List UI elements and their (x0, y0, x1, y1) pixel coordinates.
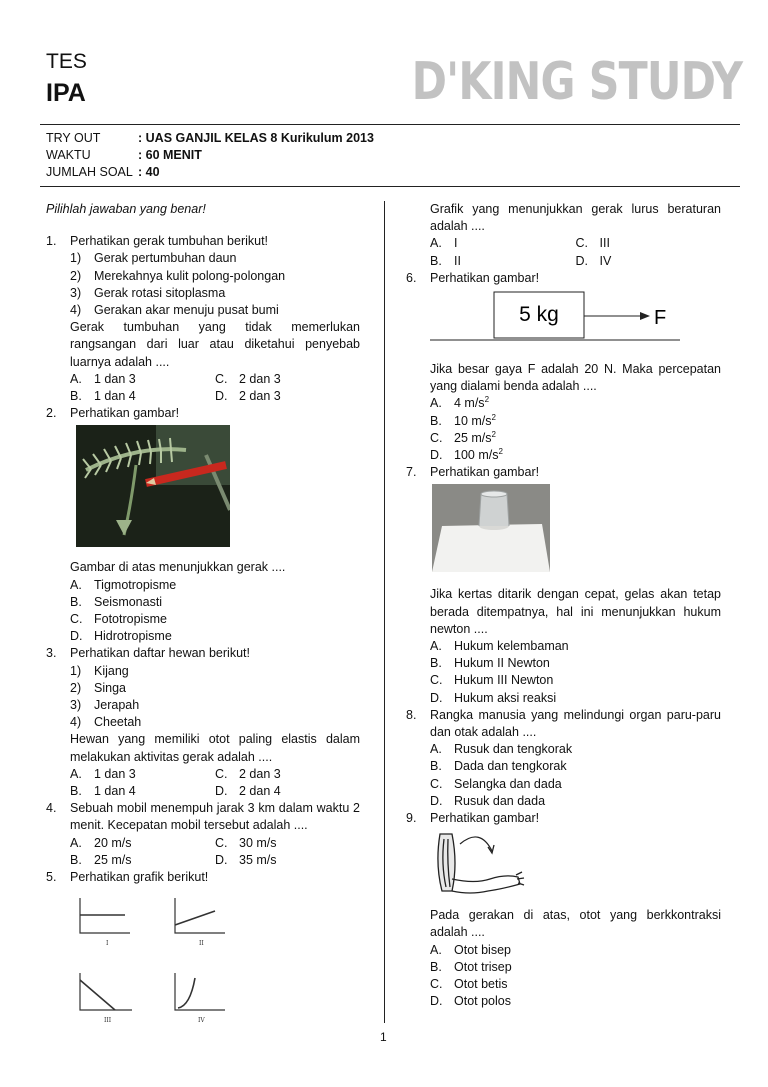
option-d: 35 m/s (239, 852, 277, 867)
option-a: 4 m/s (454, 396, 485, 411)
question-7: 7. Perhatikan gambar! Jika kertas ditarik dengan cepat, gelas akan tetap berada ditempatnya, hal ini menunjukkan hukum newton .... A. Hukum kelembaman B. Hukum II Newton C. Hukum III Newton D. Hukum aksi reaksi (406, 465, 721, 705)
force-diagram (430, 291, 690, 351)
option-d: Otot polos (454, 994, 511, 1009)
question-5 (46, 869, 360, 1028)
question-number: 6. (406, 270, 417, 285)
brand-logo: D'KING STUDY (411, 52, 742, 112)
list-item: Singa (94, 680, 126, 695)
question-number: 9. (406, 811, 417, 826)
question-stem: Perhatikan grafik berikut! (70, 870, 209, 885)
option-c: Hukum III Newton (454, 673, 554, 688)
arm-muscle-image (430, 829, 526, 899)
option-c: Otot betis (454, 977, 508, 992)
list-item: Gerak pertumbuhan daun (94, 251, 237, 266)
list-item: Jerapah (94, 698, 140, 713)
meta-key: WAKTU (46, 148, 91, 162)
question-text: Jika kertas ditarik dengan cepat, gelas akan tetap berada ditempatnya, hal ini menunjukkan hukum newton .... (430, 587, 721, 636)
option-b: 10 m/s (454, 413, 492, 428)
left-column (46, 201, 360, 1028)
question-number: 2. (46, 406, 57, 421)
option-d: 2 dan 4 (239, 784, 281, 799)
option-d: Rusuk dan dada (454, 793, 546, 808)
options: A. 1 dan 3 C. 2 dan 3 B. 1 dan 4 D. 2 dan 3 (70, 371, 281, 404)
mass-label: 5 kg (519, 303, 559, 327)
question-text: Hewan yang memiliki otot paling elastis dalam melakukan aktivitas gerak adalah .... (70, 732, 360, 764)
option-a: Rusuk dan tengkorak (454, 742, 573, 757)
option-a: Otot bisep (454, 942, 511, 957)
column-divider (384, 201, 385, 1023)
glass-on-paper-image (432, 484, 550, 572)
question-text: Gambar di atas menunjukkan gerak .... (70, 560, 286, 575)
option-b: 1 dan 4 (94, 784, 136, 799)
option-b: 1 dan 4 (94, 389, 136, 404)
page-number: 1 (380, 1030, 387, 1044)
option-d: Hidrotropisme (94, 629, 172, 644)
option-c: Selangka dan dada (454, 776, 562, 791)
question-stem: Rangka manusia yang melindungi organ paru-paru dan otak adalah .... (430, 707, 721, 740)
question-text: Pada gerakan di atas, otot yang berkkontraksi adalah .... (430, 908, 721, 940)
options: A. 20 m/s C. 30 m/s B. 25 m/s D. 35 m/s (70, 835, 277, 867)
list-item: Gerak rotasi sitoplasma (94, 285, 226, 300)
graph-label-iv: IV (198, 1017, 205, 1025)
question-stem: Perhatikan daftar hewan berikut! (70, 646, 250, 661)
question-text: Grafik yang menunjukkan gerak lurus beraturan adalah .... (430, 202, 721, 234)
question-9: 9. Perhatikan gambar! Pada gerakan di atas, otot yang berkkontraksi adalah .... A. Otot bisep B. Otot trisep C. Otot betis D. Otot polos (406, 811, 721, 1009)
instruction: Pilihlah jawaban yang benar! (46, 202, 206, 216)
meta-value: : 40 (138, 165, 160, 179)
question-number: 4. (46, 801, 57, 816)
option-d: 100 m/s (454, 448, 499, 463)
question-8: 8. Rangka manusia yang melindungi organ paru-paru dan otak adalah .... A. Rusuk dan tengkorak B. Dada dan tengkorak C. Selangka dan dada D. Rusuk dan dada (406, 707, 721, 808)
option-c: 2 dan 3 (239, 766, 281, 781)
question-number: 3. (46, 646, 57, 661)
question-text: Gerak tumbuhan yang tidak memerlukan rangsangan dari luar atau diketahui penyebab luarnya adalah .... (70, 320, 360, 369)
option-b: Seismonasti (94, 594, 163, 609)
force-label: F (654, 307, 667, 330)
motion-graphs (70, 888, 270, 1028)
subject-title: IPA (46, 79, 86, 107)
question-stem: Perhatikan gambar! (430, 270, 540, 285)
meta-row (46, 164, 374, 181)
option-c: 2 dan 3 (239, 371, 281, 386)
options: A. 1 dan 3 C. 2 dan 3 B. 1 dan 4 D. 2 dan 4 (70, 766, 281, 799)
meta-value: : 60 MENIT (138, 148, 202, 162)
option-a: 1 dan 3 (94, 766, 136, 781)
question-stem: Perhatikan gerak tumbuhan berikut! (70, 234, 269, 249)
header-rule-bottom (40, 186, 740, 187)
graph-label-iii: III (104, 1017, 112, 1025)
question-3: 3. Perhatikan daftar hewan berikut! 1) Kijang 2) Singa 3) Jerapah 4) Cheetah Hewan yang memiliki otot paling elastis dalam melakukan aktivitas gerak adalah .... A. 1 dan 3 C. 2 dan 3 B. 1 dan 4 D. 2 dan 4 (46, 645, 360, 800)
meta-row (46, 147, 374, 164)
meta-row (46, 130, 374, 147)
meta-key: JUMLAH SOAL (46, 165, 133, 179)
meta-key: TRY OUT (46, 131, 101, 145)
question-5-continued (406, 201, 721, 270)
question-stem: Perhatikan gambar! (70, 406, 180, 421)
option-b: 25 m/s (94, 852, 132, 867)
question-4 (46, 800, 360, 869)
question-text: Jika besar gaya F adalah 20 N. Maka percepatan yang dialami benda adalah .... (430, 362, 721, 394)
option-b: II (454, 253, 461, 268)
option-a: Hukum kelembaman (454, 639, 569, 654)
question-number: 8. (406, 707, 417, 722)
graph-label-i: I (106, 940, 109, 948)
mimosa-plant-image (76, 425, 230, 547)
option-d: IV (599, 253, 612, 268)
list-item: Cheetah (94, 715, 142, 730)
list-item: Gerakan akar menuju pusat bumi (94, 303, 279, 318)
question-stem: Perhatikan gambar! (430, 811, 540, 826)
header-rule-top (40, 124, 740, 125)
test-label: TES (46, 50, 87, 73)
question-number: 5. (46, 870, 57, 885)
question-stem: Perhatikan gambar! (430, 465, 540, 480)
option-c: III (599, 236, 610, 251)
option-a: 20 m/s (94, 835, 132, 850)
question-number: 1. (46, 234, 57, 249)
option-a: I (454, 236, 458, 251)
option-c: Fototropisme (94, 612, 167, 627)
option-b: Dada dan tengkorak (454, 759, 567, 774)
question-2: 2. Perhatikan gambar! Gambar di atas menunjukkan gerak .... A. Tigmotropisme B. Seismonasti C. Fototropisme D. Hidrotropisme (46, 405, 360, 645)
list-item: Kijang (94, 663, 129, 678)
option-a: 1 dan 3 (94, 371, 136, 386)
option-d: Hukum aksi reaksi (454, 690, 557, 705)
list-item: Merekahnya kulit polong-polongan (94, 268, 286, 283)
option-c: 30 m/s (239, 835, 277, 850)
option-b: Otot trisep (454, 959, 512, 974)
option-c: 25 m/s (454, 430, 492, 445)
graph-label-ii: II (199, 940, 204, 948)
question-number: 7. (406, 465, 417, 480)
question-6: 6. Perhatikan gambar! 5 kg F Jika besar gaya F adalah 20 N. Maka percepatan yang dialami benda adalah .... A. 4 $m/s^2$ B. 10 $m/s^2$ C. 25 $m/s^2$ D. 100 $m/s^2$ (406, 270, 721, 463)
right-column (406, 201, 721, 1011)
exam-meta (46, 130, 374, 181)
meta-value: : UAS GANJIL KELAS 8 Kurikulum 2013 (138, 131, 374, 145)
question-stem: Sebuah mobil menempuh jarak 3 km dalam waktu 2 menit. Kecepatan mobil tersebut adalah .... (70, 801, 360, 833)
option-d: 2 dan 3 (239, 389, 281, 404)
options: A. I C. III B. II D. IV (430, 236, 612, 268)
option-b: Hukum II Newton (454, 656, 550, 671)
question-1: 1. Perhatikan gerak tumbuhan berikut! 1) Gerak pertumbuhan daun 2) Merekahnya kulit polong-polongan 3) Gerak rotasi sitoplasma 4) Gerakan akar menuju pusat bumi Gerak tumbuhan yang tidak memerlukan rangsangan dari luar atau diketahui penyebab luarnya adalah .... A. 1 dan 3 C. 2 dan 3 B. 1 dan 4 D. 2 dan 3 (46, 233, 360, 405)
option-a: Tigmotropisme (94, 577, 177, 592)
